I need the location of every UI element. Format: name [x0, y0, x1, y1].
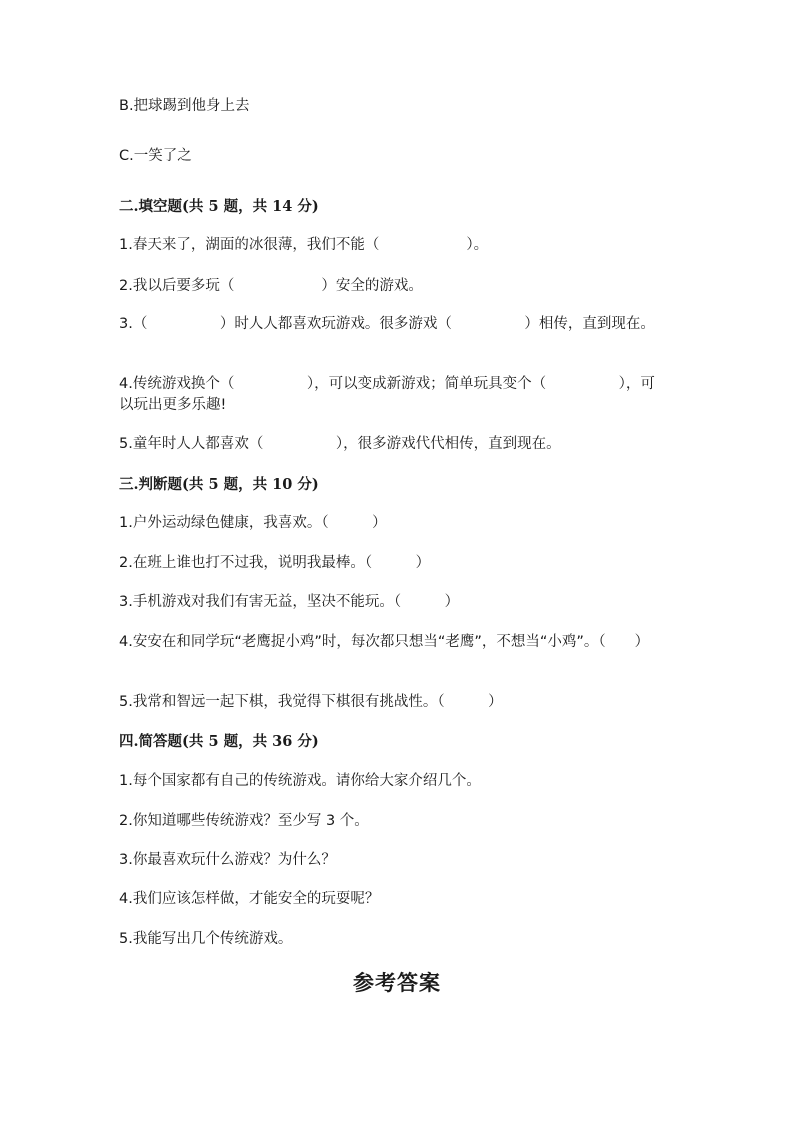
true-false-question-2: 2.在班上谁也打不过我，说明我最棒。（ ） [119, 555, 431, 571]
true-false-question-3: 3.手机游戏对我们有害无益，坚决不能玩。（ ） [119, 594, 460, 610]
fill-blank-question-3: 3.（ ）时人人都喜欢玩游戏。很多游戏（ ）相传，直到现在。 [119, 316, 655, 332]
true-false-question-1: 1.户外运动绿色健康，我喜欢。（ ） [119, 515, 387, 531]
short-answer-question-4: 4.我们应该怎样做，才能安全的玩耍呢？ [119, 891, 380, 907]
short-answer-question-3: 3.你最喜欢玩什么游戏？为什么？ [119, 852, 336, 868]
option-c: C.一笑了之 [119, 148, 192, 164]
fill-blank-question-1: 1.春天来了，湖面的冰很薄，我们不能（ ）。 [119, 237, 489, 253]
fill-blank-question-2: 2.我以后要多玩（ ）安全的游戏。 [119, 278, 423, 294]
true-false-question-4: 4.安安在和同学玩“老鹰捉小鸡”时，每次都只想当“老鹰”，不想当“小鸡”。（ ） [119, 634, 650, 650]
fill-blank-question-4: 4.传统游戏换个（ ），可以变成新游戏；简单玩具变个（ ），可以玩出更多乐趣! [119, 376, 655, 413]
answer-key-title: 参考答案 [353, 970, 441, 995]
option-b: B.把球踢到他身上去 [119, 98, 250, 114]
short-answer-question-5: 5.我能写出几个传统游戏。 [119, 931, 293, 947]
short-answer-question-1: 1.每个国家都有自己的传统游戏。请你给大家介绍几个。 [119, 773, 481, 789]
section-heading-true-false: 三.判断题(共 5 题，共 10 分) [119, 476, 319, 493]
short-answer-question-2: 2.你知道哪些传统游戏？至少写 3 个。 [119, 813, 369, 829]
section-heading-short-answer: 四.简答题(共 5 题，共 36 分) [119, 733, 319, 750]
section-heading-fill-blank: 二.填空题(共 5 题，共 14 分) [119, 198, 319, 215]
true-false-question-5: 5.我常和智远一起下棋，我觉得下棋很有挑战性。（ ） [119, 694, 503, 710]
fill-blank-question-5: 5.童年时人人都喜欢（ ），很多游戏代代相传，直到现在。 [119, 436, 561, 452]
